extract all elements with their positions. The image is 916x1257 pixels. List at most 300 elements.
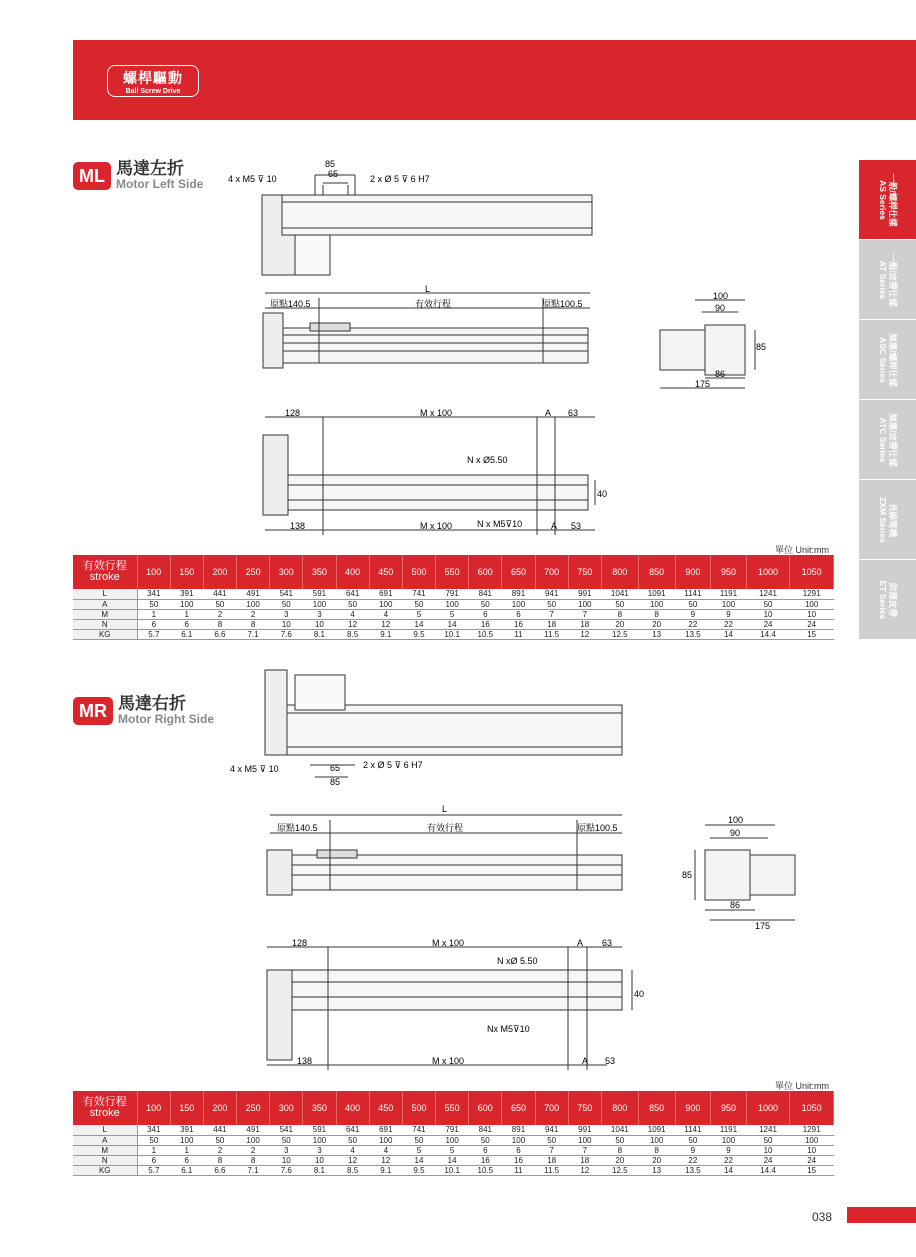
dim-L: L	[425, 284, 431, 294]
table-cell: 1	[170, 609, 203, 619]
table-cell: 10	[746, 1145, 790, 1155]
table-cell: 16	[502, 619, 535, 629]
stroke-col-header: 1050	[790, 555, 834, 589]
table-cell: 50	[675, 599, 711, 609]
stroke-col-header: 750	[568, 1091, 601, 1125]
table-cell: 8	[638, 1145, 675, 1155]
table-row	[73, 1165, 834, 1175]
table-cell: 12	[568, 629, 601, 639]
table-cell: 24	[790, 619, 834, 629]
header-title-en: Ball Screw Drive	[125, 88, 181, 95]
table-cell: 15	[790, 1165, 834, 1175]
table-cell: 11.5	[535, 1165, 568, 1175]
table-cell: 9	[711, 1145, 747, 1155]
stroke-col-header: 450	[369, 555, 402, 589]
stroke-col-header: 650	[502, 1091, 535, 1125]
section-title-en: Motor Left Side	[116, 177, 204, 191]
dim-m5: 4 x M5 ⊽ 10	[230, 764, 279, 774]
table-cell: 100	[369, 1135, 402, 1145]
table-cell: 6	[502, 1145, 535, 1155]
table-cell: 100	[369, 599, 402, 609]
table-cell: 100	[436, 599, 469, 609]
dim-138: 138	[290, 521, 306, 531]
stroke-col-header: 900	[675, 1091, 711, 1125]
stroke-col-header: 1000	[746, 555, 790, 589]
dim-pin: 2 x Ø 5 ⊽ 6 H7	[370, 174, 430, 184]
table-cell: 50	[402, 1135, 435, 1145]
stroke-col-header: 150	[170, 555, 203, 589]
dim-m100: M x 100	[432, 938, 465, 948]
table-cell: 641	[336, 589, 369, 599]
table-cell: 100	[303, 1135, 336, 1145]
table-cell: 50	[137, 599, 170, 609]
row-label: N	[73, 619, 137, 629]
table-cell: 691	[369, 589, 402, 599]
table-cell: 15	[790, 629, 834, 639]
table-cell: 20	[638, 619, 675, 629]
table-cell: 10	[746, 609, 790, 619]
table-cell: 6.6	[203, 1165, 236, 1175]
stroke-header: 有效行程 stroke	[73, 1091, 137, 1125]
table-cell: 1141	[675, 1125, 711, 1135]
dim-origin-left: 原點140.5	[277, 823, 318, 833]
table-cell: 24	[790, 1155, 834, 1165]
table-cell: 1	[137, 1145, 170, 1155]
table-cell: 100	[237, 599, 270, 609]
section-code-mr: MR	[73, 697, 113, 725]
table-cell: 8	[237, 619, 270, 629]
table-cell: 50	[203, 1135, 236, 1145]
table-cell: 741	[402, 1125, 435, 1135]
table-cell: 2	[203, 1145, 236, 1155]
table-cell: 1	[170, 1145, 203, 1155]
table-cell: 1091	[638, 589, 675, 599]
stroke-col-header: 700	[535, 1091, 568, 1125]
table-cell: 50	[469, 1135, 502, 1145]
row-label: N	[73, 1155, 137, 1165]
stroke-col-header: 250	[237, 555, 270, 589]
stroke-col-header: 700	[535, 555, 568, 589]
mr-side-view-drawing	[262, 800, 632, 900]
table-cell: 541	[270, 1125, 303, 1135]
section-title-zh: 馬達右折	[118, 694, 186, 713]
table-cell: 50	[535, 599, 568, 609]
dim-e86: 86	[730, 900, 741, 910]
table-cell: 10	[270, 619, 303, 629]
table-cell: 100	[502, 599, 535, 609]
table-cell: 941	[535, 1125, 568, 1135]
table-cell: 12	[336, 619, 369, 629]
table-cell: 1241	[746, 589, 790, 599]
table-cell: 6	[170, 1155, 203, 1165]
dim-128: 128	[285, 408, 301, 418]
dim-origin-right: 原點100.5	[542, 299, 583, 309]
page-number: 038	[812, 1210, 833, 1224]
table-cell: 9	[711, 609, 747, 619]
table-cell: 2	[237, 609, 270, 619]
table-cell: 6	[137, 619, 170, 629]
dim-e86: 86	[715, 369, 726, 379]
stroke-col-header: 100	[137, 1091, 170, 1125]
header-title-zh: 螺桿驅動	[123, 70, 183, 86]
table-cell: 3	[270, 609, 303, 619]
dim-m100-b: M x 100	[420, 521, 453, 531]
table-cell: 8	[601, 1145, 638, 1155]
header-badge	[107, 65, 199, 97]
table-cell: 1041	[601, 1125, 638, 1135]
table-cell: 20	[638, 1155, 675, 1165]
table-cell: 12.5	[601, 629, 638, 639]
stroke-col-header: 400	[336, 555, 369, 589]
table-cell: 11.5	[535, 629, 568, 639]
table-cell: 4	[369, 1145, 402, 1155]
stroke-col-header: 550	[436, 555, 469, 589]
side-tab-at[interactable]: 一般/皮帶仕樣 AT Series	[859, 240, 916, 320]
dim-A: A	[577, 938, 584, 948]
dim-53: 53	[571, 521, 582, 531]
table-cell: 50	[336, 599, 369, 609]
table-cell: 4	[336, 609, 369, 619]
table-cell: 16	[469, 1155, 502, 1165]
ml-side-view-drawing	[255, 283, 600, 383]
table-cell: 4	[336, 1145, 369, 1155]
table-cell: 10.5	[469, 629, 502, 639]
page-number-bar	[847, 1207, 916, 1223]
table-cell: 591	[303, 589, 336, 599]
table-cell: 14	[711, 1165, 747, 1175]
stroke-header: 有效行程 stroke	[73, 555, 137, 589]
table-cell: 5	[436, 1145, 469, 1155]
table-cell: 50	[336, 1135, 369, 1145]
table-cell: 100	[638, 599, 675, 609]
dim-85: 85	[330, 777, 341, 787]
table-cell: 16	[502, 1155, 535, 1165]
table-cell: 3	[303, 609, 336, 619]
table-cell: 13	[638, 1165, 675, 1175]
table-cell: 100	[303, 599, 336, 609]
table-cell: 12	[369, 1155, 402, 1165]
dim-138: 138	[297, 1056, 313, 1066]
table-cell: 10	[303, 619, 336, 629]
stroke-col-header: 350	[303, 555, 336, 589]
table-row	[73, 589, 834, 599]
stroke-col-header: 200	[203, 555, 236, 589]
dim-e90: 90	[730, 828, 741, 838]
stroke-col-header: 150	[170, 1091, 203, 1125]
table-cell: 7	[535, 609, 568, 619]
dim-40: 40	[634, 989, 645, 999]
stroke-col-header: 200	[203, 1091, 236, 1125]
table-cell: 50	[469, 599, 502, 609]
table-cell: 6.1	[170, 629, 203, 639]
table-cell: 7	[568, 609, 601, 619]
dim-65: 65	[328, 169, 339, 179]
unit-label: 單位 Unit:mm	[775, 545, 830, 555]
table-cell: 5	[402, 1145, 435, 1155]
table-cell: 50	[675, 1135, 711, 1145]
table-cell: 9	[675, 1145, 711, 1155]
table-cell: 13.5	[675, 1165, 711, 1175]
table-cell: 100	[568, 1135, 601, 1145]
ml-spec-table	[73, 555, 834, 640]
stroke-col-header: 750	[568, 555, 601, 589]
table-cell: 11	[502, 629, 535, 639]
table-cell: 24	[746, 1155, 790, 1165]
stroke-col-header: 850	[638, 1091, 675, 1125]
stroke-col-header: 950	[711, 1091, 747, 1125]
dim-pin: 2 x Ø 5 ⊽ 6 H7	[363, 760, 423, 770]
table-cell: 791	[436, 1125, 469, 1135]
section-ml-label	[73, 160, 203, 191]
stroke-col-header: 950	[711, 555, 747, 589]
section-mr-label	[73, 695, 214, 726]
stroke-col-header: 650	[502, 555, 535, 589]
table-cell: 841	[469, 589, 502, 599]
table-cell: 12	[369, 619, 402, 629]
table-cell: 8	[203, 619, 236, 629]
stroke-col-header: 600	[469, 555, 502, 589]
stroke-col-header: 1050	[790, 1091, 834, 1125]
dim-L: L	[442, 804, 448, 814]
stroke-col-header: 100	[137, 555, 170, 589]
side-tab-as[interactable]: 一般/螺桿仕樣 AS Series	[859, 160, 916, 240]
ml-top-view-drawing	[220, 150, 620, 280]
table-cell: 100	[170, 1135, 203, 1145]
table-cell: 1191	[711, 589, 747, 599]
row-label: A	[73, 1135, 137, 1145]
series-side-tabs	[859, 160, 916, 640]
table-cell: 100	[790, 599, 834, 609]
table-cell: 1141	[675, 589, 711, 599]
table-cell: 22	[711, 1155, 747, 1165]
table-cell: 100	[170, 599, 203, 609]
row-label: KG	[73, 629, 137, 639]
table-cell: 5.7	[137, 629, 170, 639]
table-cell: 6	[170, 619, 203, 629]
stroke-col-header: 450	[369, 1091, 402, 1125]
table-cell: 6.1	[170, 1165, 203, 1175]
dim-A: A	[545, 408, 552, 418]
table-cell: 50	[601, 1135, 638, 1145]
dim-A-b: A	[582, 1056, 589, 1066]
dim-m100: M x 100	[420, 408, 453, 418]
stroke-col-header: 250	[237, 1091, 270, 1125]
dim-85: 85	[325, 159, 336, 169]
table-cell: 22	[675, 1155, 711, 1165]
table-cell: 8	[203, 1155, 236, 1165]
table-cell: 341	[137, 589, 170, 599]
table-cell: 1291	[790, 1125, 834, 1135]
stroke-col-header: 850	[638, 555, 675, 589]
table-cell: 22	[675, 619, 711, 629]
table-cell: 841	[469, 1125, 502, 1135]
table-row	[73, 619, 834, 629]
table-cell: 14.4	[746, 629, 790, 639]
dim-e85: 85	[682, 870, 693, 880]
row-label: KG	[73, 1165, 137, 1175]
dim-e85: 85	[756, 342, 767, 352]
stroke-col-header: 800	[601, 555, 638, 589]
table-cell: 18	[535, 619, 568, 629]
table-cell: 1	[137, 609, 170, 619]
table-cell: 100	[237, 1135, 270, 1145]
table-cell: 641	[336, 1125, 369, 1135]
dim-origin-right: 原點100.5	[577, 823, 618, 833]
table-cell: 5.7	[137, 1165, 170, 1175]
table-cell: 12	[568, 1165, 601, 1175]
table-cell: 1041	[601, 589, 638, 599]
table-cell: 391	[170, 589, 203, 599]
table-cell: 891	[502, 589, 535, 599]
dim-nxm5: N x M5⊽10	[477, 519, 523, 529]
dim-65: 65	[330, 763, 341, 773]
stroke-col-header: 500	[402, 555, 435, 589]
table-cell: 20	[601, 1155, 638, 1165]
table-cell: 100	[502, 1135, 535, 1145]
table-cell: 100	[790, 1135, 834, 1145]
table-cell: 441	[203, 589, 236, 599]
table-cell: 100	[711, 599, 747, 609]
dim-40: 40	[597, 489, 608, 499]
table-cell: 16	[469, 619, 502, 629]
table-cell: 8	[237, 1155, 270, 1165]
stroke-col-header: 500	[402, 1091, 435, 1125]
table-cell: 441	[203, 1125, 236, 1135]
dim-m100-b: M x 100	[432, 1056, 465, 1066]
side-tab-zxm[interactable]: 長線電機 ZXM Series	[859, 480, 916, 560]
table-cell: 50	[402, 599, 435, 609]
table-cell: 7.1	[237, 629, 270, 639]
table-cell: 491	[237, 589, 270, 599]
table-cell: 10	[303, 1155, 336, 1165]
table-cell: 7.1	[237, 1165, 270, 1175]
table-cell: 14	[402, 1155, 435, 1165]
table-cell: 8.5	[336, 1165, 369, 1175]
table-cell: 100	[638, 1135, 675, 1145]
table-cell: 1241	[746, 1125, 790, 1135]
table-cell: 24	[746, 619, 790, 629]
section-code-ml: ML	[73, 162, 111, 190]
table-cell: 18	[568, 619, 601, 629]
table-cell: 10	[270, 1155, 303, 1165]
ml-end-view-drawing	[650, 290, 770, 395]
stroke-col-header: 300	[270, 1091, 303, 1125]
stroke-col-header: 400	[336, 1091, 369, 1125]
dim-63: 63	[568, 408, 579, 418]
table-row	[73, 599, 834, 609]
section-title-zh: 馬達左折	[116, 159, 184, 178]
dim-e90: 90	[715, 303, 726, 313]
table-cell: 6	[469, 1145, 502, 1155]
side-tab-atc[interactable]: 無塵/皮帶仕樣 ATC Series	[859, 400, 916, 480]
side-tab-asc[interactable]: 無塵/螺桿仕樣 ASC Series	[859, 320, 916, 400]
stroke-col-header: 1000	[746, 1091, 790, 1125]
table-cell: 6.6	[203, 629, 236, 639]
row-label: L	[73, 1125, 137, 1135]
table-cell: 50	[270, 599, 303, 609]
row-label: M	[73, 1145, 137, 1155]
table-cell: 8	[638, 609, 675, 619]
table-cell: 4	[369, 609, 402, 619]
table-cell: 13.5	[675, 629, 711, 639]
table-cell: 9.1	[369, 629, 402, 639]
table-cell: 991	[568, 1125, 601, 1135]
table-cell: 9.1	[369, 1165, 402, 1175]
table-cell: 2	[237, 1145, 270, 1155]
table-cell: 691	[369, 1125, 402, 1135]
table-cell: 100	[568, 599, 601, 609]
table-cell: 14	[402, 619, 435, 629]
mr-bottom-view-drawing	[262, 935, 645, 1075]
table-cell: 10.5	[469, 1165, 502, 1175]
table-cell: 491	[237, 1125, 270, 1135]
table-cell: 10.1	[436, 1165, 469, 1175]
table-cell: 100	[436, 1135, 469, 1145]
table-cell: 391	[170, 1125, 203, 1135]
table-cell: 11	[502, 1165, 535, 1175]
table-cell: 50	[746, 599, 790, 609]
table-cell: 7.6	[270, 1165, 303, 1175]
stroke-col-header: 550	[436, 1091, 469, 1125]
table-cell: 9.5	[402, 629, 435, 639]
table-cell: 7	[568, 1145, 601, 1155]
table-cell: 891	[502, 1125, 535, 1135]
mr-spec-table	[73, 1091, 834, 1176]
table-cell: 50	[137, 1135, 170, 1145]
dim-nx550: N x Ø5.50	[467, 455, 508, 465]
row-label: L	[73, 589, 137, 599]
stroke-col-header: 900	[675, 555, 711, 589]
table-cell: 14	[436, 619, 469, 629]
table-cell: 10	[790, 609, 834, 619]
dim-nxm5: Nx M5⊽10	[487, 1024, 530, 1034]
table-cell: 7	[535, 1145, 568, 1155]
stroke-col-header: 600	[469, 1091, 502, 1125]
dim-e100: 100	[713, 291, 729, 301]
table-cell: 541	[270, 589, 303, 599]
table-cell: 1291	[790, 589, 834, 599]
row-label: M	[73, 609, 137, 619]
table-cell: 13	[638, 629, 675, 639]
table-cell: 14.4	[746, 1165, 790, 1175]
dim-128: 128	[292, 938, 308, 948]
header-banner	[73, 40, 916, 120]
side-tab-et[interactable]: 防塵皮帶 ET Series	[859, 560, 916, 640]
table-cell: 100	[711, 1135, 747, 1145]
table-cell: 991	[568, 589, 601, 599]
table-cell: 18	[535, 1155, 568, 1165]
table-cell: 341	[137, 1125, 170, 1135]
table-cell: 1091	[638, 1125, 675, 1135]
table-cell: 50	[270, 1135, 303, 1145]
ml-bottom-view-drawing	[255, 405, 610, 540]
table-cell: 18	[568, 1155, 601, 1165]
table-cell: 50	[535, 1135, 568, 1145]
table-cell: 7.6	[270, 629, 303, 639]
table-cell: 8.5	[336, 629, 369, 639]
mr-top-view-drawing	[220, 665, 640, 795]
table-cell: 50	[601, 599, 638, 609]
table-cell: 14	[436, 1155, 469, 1165]
table-row	[73, 1125, 834, 1135]
table-cell: 20	[601, 619, 638, 629]
dim-origin-left: 原點140.5	[270, 299, 311, 309]
table-row	[73, 1145, 834, 1155]
table-cell: 591	[303, 1125, 336, 1135]
table-cell: 6	[137, 1155, 170, 1165]
unit-label: 單位 Unit:mm	[775, 1081, 830, 1091]
table-cell: 6	[502, 609, 535, 619]
